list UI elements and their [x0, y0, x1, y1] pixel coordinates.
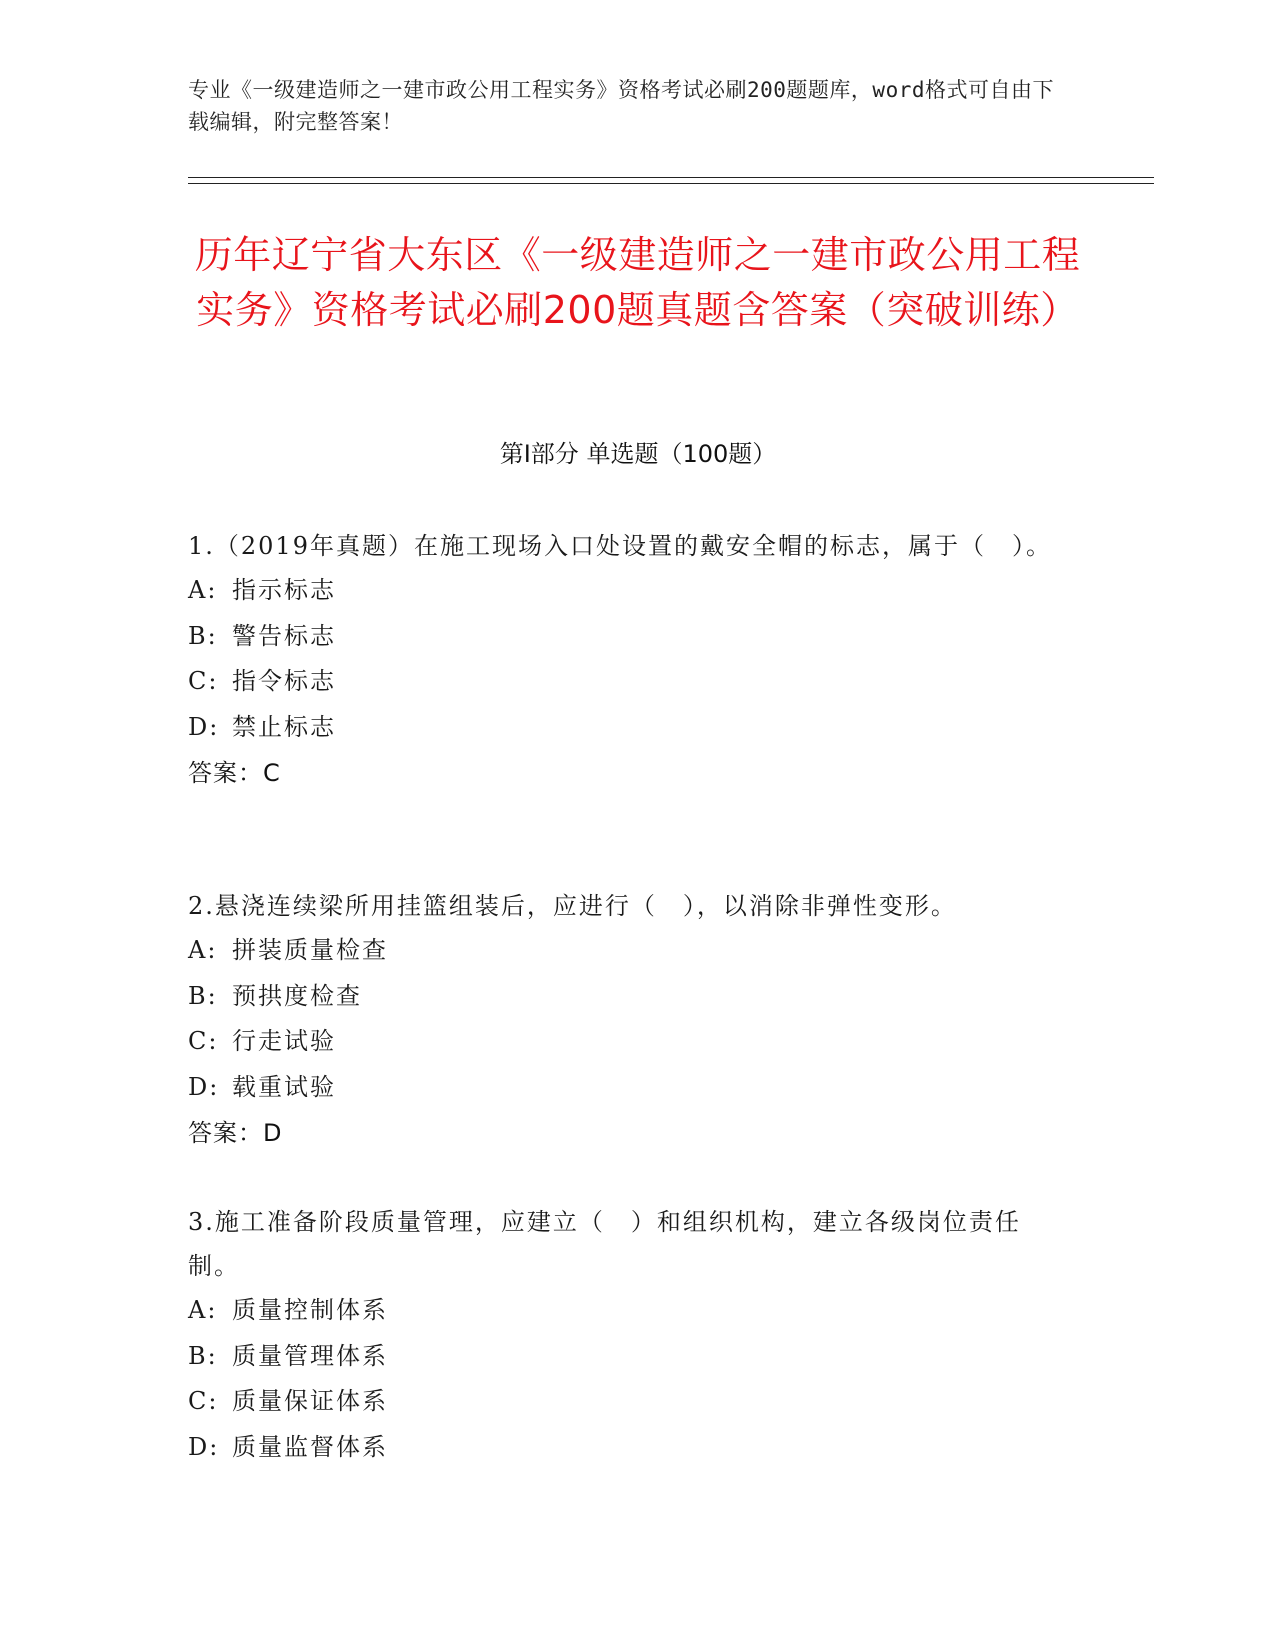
- option-text: 载重试验: [232, 1072, 336, 1101]
- section-title: 第Ⅰ部分 单选题（100题）: [499, 440, 777, 468]
- header-rule-top: [188, 177, 1154, 178]
- option-a: [188, 568, 1068, 614]
- option-letter: B:: [188, 981, 218, 1010]
- question-1: [188, 524, 1068, 796]
- option-text: 拼装质量检查: [232, 936, 388, 964]
- option-d: [188, 1065, 1068, 1111]
- question-stem: 3.施工准备阶段质量管理，应建立（ ）和组织机构，建立各级岗位责任制。: [188, 1208, 1021, 1280]
- option-c: [188, 1379, 1068, 1425]
- option-text: 预拱度检查: [232, 981, 362, 1010]
- header-note: 专业《一级建造师之一建市政公用工程实务》资格考试必刷200题题库，word格式可自由下载编辑，附完整答案！: [188, 78, 1054, 134]
- option-letter: B:: [188, 1341, 218, 1370]
- option-text: 指示标志: [232, 576, 336, 604]
- option-b: [188, 974, 1068, 1020]
- question-3: [188, 1200, 1068, 1470]
- option-c: [188, 1019, 1068, 1065]
- option-text: 指令标志: [232, 667, 336, 695]
- option-letter: C:: [188, 1387, 219, 1415]
- option-text: 质量管理体系: [232, 1341, 388, 1370]
- option-text: 行走试验: [232, 1027, 336, 1055]
- option-text: 禁止标志: [232, 712, 336, 741]
- option-c: [188, 659, 1068, 705]
- option-d: [188, 705, 1068, 751]
- option-letter: C:: [188, 667, 219, 695]
- question-stem: 1.（2019年真题）在施工现场入口处设置的戴安全帽的标志，属于（ ）。: [188, 532, 1052, 560]
- option-text: 质量监督体系: [232, 1432, 388, 1461]
- option-letter: D:: [188, 1432, 220, 1461]
- answer-line: 答案：C: [188, 759, 281, 787]
- option-a: [188, 928, 1068, 974]
- option-a: [188, 1288, 1068, 1334]
- option-letter: A:: [188, 576, 218, 604]
- option-letter: B:: [188, 621, 218, 650]
- option-b: [188, 614, 1068, 660]
- option-text: 质量控制体系: [232, 1296, 388, 1324]
- answer-line: 答案：D: [188, 1119, 283, 1147]
- question-2: [188, 884, 1068, 1156]
- header-rule-bottom: [188, 183, 1154, 184]
- option-text: 质量保证体系: [232, 1387, 388, 1415]
- document-title: 历年辽宁省大东区《一级建造师之一建市政公用工程实务》资格考试必刷200题真题含答案（突破训练）: [194, 233, 1081, 332]
- option-letter: A:: [188, 936, 218, 964]
- option-d: [188, 1425, 1068, 1471]
- question-stem: 2.悬浇连续梁所用挂篮组装后，应进行（ ），以消除非弹性变形。: [188, 892, 957, 920]
- option-letter: D:: [188, 1072, 220, 1101]
- option-b: [188, 1334, 1068, 1380]
- option-letter: D:: [188, 712, 220, 741]
- option-letter: C:: [188, 1027, 219, 1055]
- option-text: 警告标志: [232, 621, 336, 650]
- option-letter: A:: [188, 1296, 218, 1324]
